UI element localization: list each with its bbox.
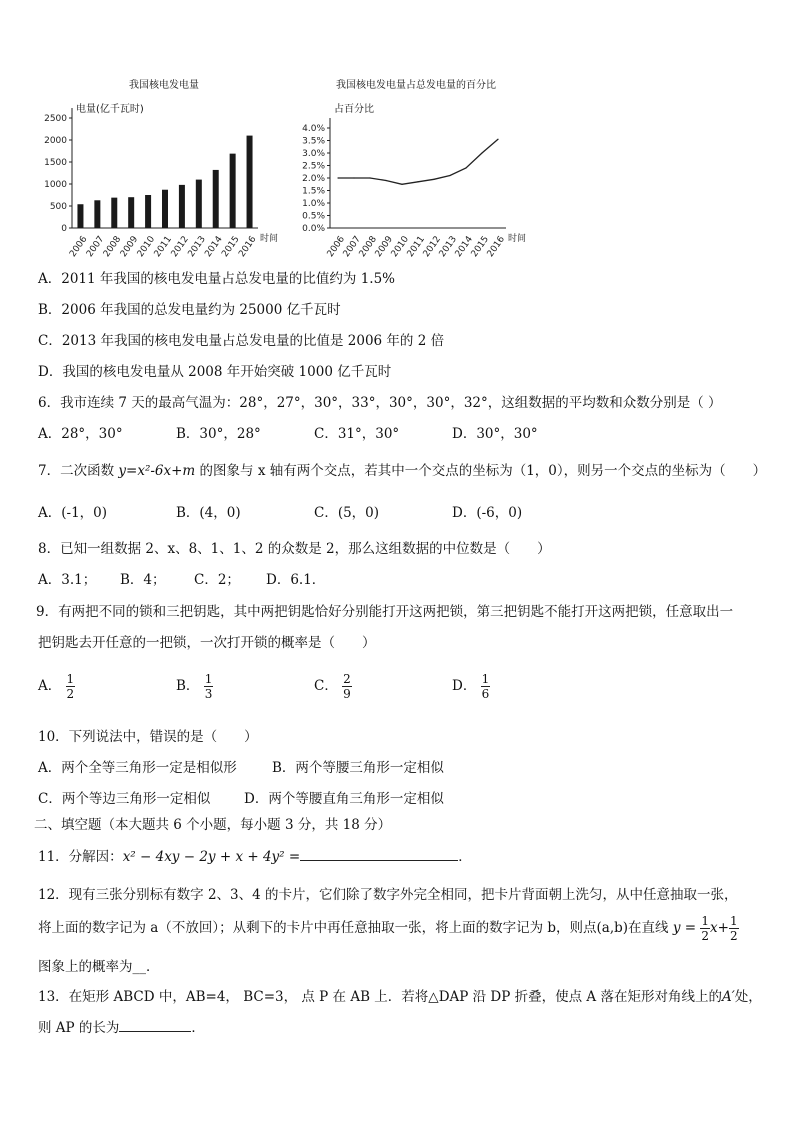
bar-2010 (145, 195, 151, 228)
q10-option-d: D．两个等腰直角三角形一定相似 (244, 791, 444, 807)
data-point-2013 (449, 175, 450, 176)
q9-option-c-fraction (342, 672, 352, 701)
q8-option-a: A．3.1； (38, 572, 97, 588)
q9-option-a-fraction (66, 672, 76, 701)
q5-option-c: C．2013 年我国的核电发电量占总发电量的比值是 2006 年的 2 倍 (38, 333, 445, 349)
q11-prefix: 11．分解因： (38, 849, 123, 865)
x-tick-label: 2016 (237, 234, 259, 260)
q8-stem: 8．已知一组数据 2、x、8、1、1、2 的众数是 2，那么这组数据的中位数是（ ） (38, 541, 551, 557)
charts-area (34, 74, 754, 260)
fraction-denominator: 2 (701, 929, 710, 943)
q5-option-a: A．2011 年我国的核电发电量占总发电量的比值约为 1.5% (38, 271, 395, 287)
y-tick-label: 1000 (44, 180, 67, 190)
data-point-2009 (385, 180, 386, 181)
y-tick-label: 2.5% (302, 161, 325, 172)
bar-2015 (230, 154, 236, 228)
q9-option-c (314, 672, 352, 701)
data-point-2010 (401, 184, 402, 185)
y-tick-label: 4.0% (302, 124, 325, 134)
bar-2008 (111, 198, 117, 228)
q12-fraction-1 (700, 914, 710, 943)
q11-stem (38, 848, 472, 866)
q10-option-a: A．两个全等三角形一定是相似形 (38, 760, 237, 776)
x-tick-label: 2014 (453, 234, 476, 260)
fraction-denominator: 9 (343, 687, 351, 701)
fraction-denominator: 2 (729, 929, 738, 943)
y-tick-label: 0.5% (302, 211, 325, 222)
fraction-numerator: 1 (729, 914, 738, 928)
chart-title: 我国核电发电量 (129, 80, 199, 91)
q13-stem-line2 (38, 1019, 205, 1037)
bar-2014 (213, 170, 219, 228)
fraction-numerator: 1 (204, 672, 213, 686)
x-tick-label: 2010 (135, 234, 158, 260)
fraction-numerator: 1 (66, 672, 75, 686)
q9-option-a (38, 672, 75, 701)
x-tick-label: 2007 (341, 234, 364, 260)
x-tick-label: 2016 (485, 234, 508, 260)
q12-stem-line3: 图象上的概率为__． (38, 959, 160, 975)
bar-2016 (247, 136, 253, 228)
y-tick-label: 0 (61, 224, 67, 234)
q10-option-c: C．两个等边三角形一定相似 (38, 791, 211, 807)
x-tick-label: 2011 (152, 234, 175, 260)
nuclear-percentage-line-chart (298, 74, 528, 260)
nuclear-power-bar-chart (34, 74, 284, 260)
x-tick-label: 2013 (437, 234, 460, 260)
q9-option-b-fraction (204, 672, 214, 701)
q9-option-d-fraction (481, 672, 491, 701)
fraction-numerator: 2 (343, 672, 351, 686)
y-axis-label: 占百分比 (334, 104, 374, 115)
q9-option-b-label: B． (176, 678, 200, 694)
x-tick-label: 2007 (85, 234, 107, 260)
q10-option-b: B．两个等腰三角形一定相似 (272, 760, 444, 776)
q11-answer-blank (300, 860, 458, 861)
x-tick-label: 2013 (186, 234, 208, 260)
q13-stem-line1 (38, 988, 762, 1006)
y-tick-label: 2500 (44, 114, 67, 124)
y-tick-label: 1500 (44, 158, 67, 168)
fraction-numerator: 1 (701, 914, 710, 928)
q7-option-c: C．(5，0) (314, 505, 380, 521)
q12-eq-mid: x+ (710, 920, 729, 936)
q6-stem: 6．我市连续 7 天的最高气温为：28°，27°，30°，33°，30°，30°，32°，这组数据的平均数和众数分别是（ ） (38, 395, 722, 411)
q7-option-b: B．(4，0) (176, 505, 241, 521)
q6-option-a: A．28°，30° (38, 426, 123, 442)
x-tick-label: 2006 (68, 234, 90, 260)
data-point-2014 (465, 167, 466, 168)
y-tick-label: 1.5% (302, 186, 325, 197)
q12-eq-prefix: y = (672, 920, 697, 936)
q13-line1-text: 13．在矩形 ABCD 中，AB=4， BC=3， 点 P 在 AB 上．若将△DAP 沿 DP 折叠，使点 A 落在矩形对角线上的 (38, 989, 722, 1005)
y-tick-label: 2.0% (302, 174, 325, 184)
x-tick-label: 2012 (421, 234, 444, 260)
series-line (338, 139, 498, 184)
x-tick-label: 2009 (118, 234, 141, 260)
q9-option-d (452, 672, 490, 701)
bar-2012 (179, 185, 185, 228)
q6-option-b: B．30°，28° (176, 426, 261, 442)
fraction-denominator: 3 (204, 687, 213, 701)
q12-stem-line2 (38, 914, 739, 943)
y-axis-label: 电量(亿千瓦时) (76, 104, 144, 115)
x-tick-label: 2012 (169, 234, 191, 260)
q11-expression: x² − 4xy − 2y + x + 4y² = (122, 849, 301, 865)
data-point-2015 (481, 152, 482, 153)
x-tick-label: 2008 (101, 234, 124, 260)
q9-option-c-label: C． (314, 678, 338, 694)
q13-line2-end: ． (191, 1020, 205, 1036)
q7-suffix: 的图象与 x 轴有两个交点，若其中一个交点的坐标为（1，0），则另一个交点的坐标为（ ） (195, 463, 767, 479)
q12-stem-line2-text: 将上面的数字记为 a（不放回）；从剩下的卡片中再任意抽取一张，将上面的数字记为 b，则点(a,b)在直线 (38, 920, 669, 936)
q10-stem: 10．下列说法中，错误的是（ ） (38, 729, 258, 745)
data-point-2008 (369, 177, 370, 178)
data-point-2016 (497, 139, 498, 140)
q7-prefix: 7．二次函数 (38, 463, 119, 479)
q5-option-d: D．我国的核电发电量从 2008 年开始突破 1000 亿千瓦时 (38, 364, 392, 380)
q12-fraction-2 (729, 914, 739, 943)
chart-title: 我国核电发电量占总发电量的百分比 (336, 80, 496, 91)
q9-option-a-label: A． (38, 678, 62, 694)
q13-line1-end: 处， (734, 989, 762, 1005)
y-tick-label: 3.5% (302, 136, 325, 147)
y-tick-label: 1.0% (302, 199, 325, 209)
fraction-denominator: 6 (481, 687, 490, 701)
bar-2007 (94, 200, 100, 228)
y-tick-label: 500 (49, 202, 67, 212)
q13-answer-blank (119, 1031, 191, 1032)
y-tick-label: 0.0% (302, 224, 325, 234)
data-point-2012 (433, 179, 434, 180)
q13-line2-text: 则 AP 的长为 (38, 1020, 120, 1036)
x-tick-label: 2006 (325, 234, 348, 260)
x-tick-label: 2009 (373, 234, 396, 260)
q13-a-prime: A′ (721, 989, 735, 1005)
data-point-2007 (353, 177, 354, 178)
fraction-numerator: 1 (481, 672, 490, 686)
q8-option-b: B．4； (120, 572, 166, 588)
q7-stem (38, 462, 766, 480)
q7-option-d: D．(-6，0) (452, 505, 523, 521)
q9-stem-line1: 9．有两把不同的锁和三把钥匙，其中两把钥匙恰好分别能打开这两把锁，第三把钥匙不能打开这两把锁，任意取出一 (36, 604, 734, 620)
x-tick-label: 2014 (203, 234, 225, 260)
x-tick-label: 2015 (220, 234, 242, 260)
q9-option-d-label: D． (452, 678, 477, 694)
y-tick-label: 3.0% (302, 149, 325, 159)
data-point-2011 (417, 181, 418, 182)
x-axis-label: 时间 (260, 234, 279, 244)
fraction-denominator: 2 (66, 687, 75, 701)
data-point-2006 (337, 177, 338, 178)
q8-option-c: C．2； (194, 572, 240, 588)
q11-end: ． (458, 849, 472, 865)
bar-2006 (77, 204, 83, 228)
q8-option-d: D．6.1． (266, 572, 326, 588)
q7-option-a: A．(-1，0) (38, 505, 108, 521)
q7-function: y=x²-6x+m (118, 463, 196, 479)
x-tick-label: 2010 (389, 234, 412, 260)
x-tick-label: 2015 (469, 234, 492, 260)
x-tick-label: 2008 (357, 234, 380, 260)
x-tick-label: 2011 (405, 234, 428, 260)
bar-2011 (162, 190, 168, 228)
x-axis-label: 时间 (508, 234, 527, 244)
bar-2013 (196, 180, 202, 228)
y-tick-label: 2000 (44, 136, 67, 146)
q12-stem-line1: 12．现有三张分别标有数字 2、3、4 的卡片，它们除了数字外完全相同，把卡片背面朝上洗匀，从中任意抽取一张， (38, 887, 738, 903)
q9-stem-line2: 把钥匙去开任意的一把锁，一次打开锁的概率是（ ） (38, 635, 376, 651)
bar-2009 (128, 197, 134, 228)
q6-option-d: D．30°，30° (452, 426, 538, 442)
q6-option-c: C．31°，30° (314, 426, 400, 442)
q5-option-b: B．2006 年我国的总发电量约为 25000 亿千瓦时 (38, 302, 341, 318)
section-heading-fill-in: 二、填空题（本大题共 6 个小题，每小题 3 分，共 18 分） (34, 817, 392, 833)
q9-option-b (176, 672, 213, 701)
